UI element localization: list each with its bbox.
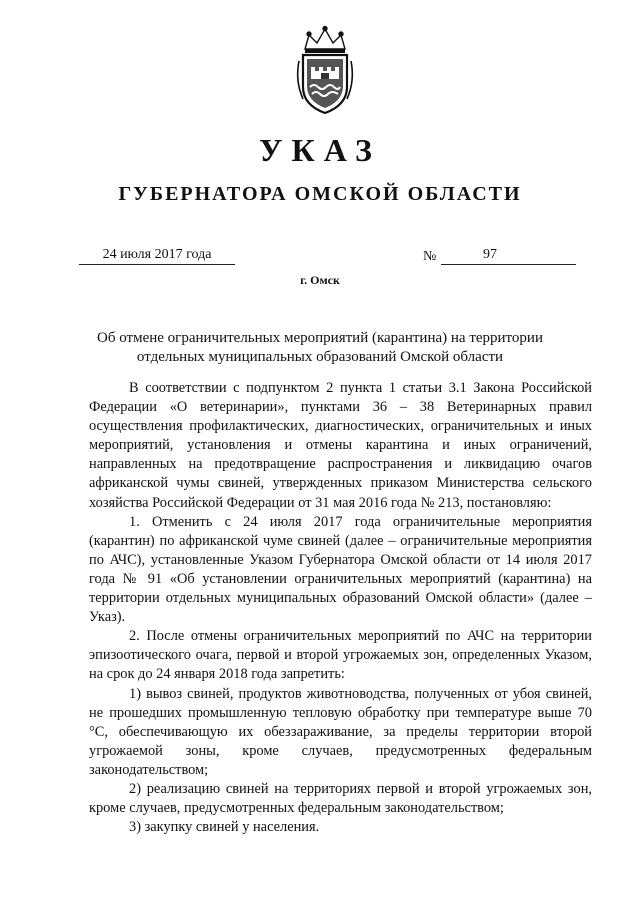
paragraph-subitem-1: 1) вывоз свиней, продуктов животноводства, полученных от убоя свиней, не прошедших промышленную тепловую обработку при температуре выше 70 °С, обеспечивающую их обеззараживание, за пределы территории второй угрожаемой зоны, кроме случаев, предусмотренных федеральным законодательством; [89, 685, 592, 778]
heading-line: Об отмене ограничительных мероприятий (карантина) на территории [97, 330, 543, 346]
coat-of-arms-icon [293, 25, 357, 115]
number-prefix: № [423, 249, 437, 264]
document-body [89, 379, 592, 837]
paragraph-subitem-3: 3) закупку свиней у населения. [129, 819, 320, 836]
paragraph-preamble: В соответствии с подпунктом 2 пункта 1 статьи 3.1 Закона Российской Федерации «О ветеринарии», пунктами 36 – 38 Ветеринарных правил осуществления профилактических, диагностических, ограничительных и иных мероприятий, установления и отмены карантина и иных ограничений, направленных на предотвращение распространения и ликвидацию очагов африканской чумы свиней, утвержденных приказом Министерства сельского хозяйства Российской Федерации от 31 мая 2016 года № 213, постановляю: [89, 380, 592, 511]
document-title: УКАЗ [259, 132, 381, 168]
document-subtitle: ГУБЕРНАТОРА ОМСКОЙ ОБЛАСТИ [118, 183, 522, 205]
document-city: г. Омск [300, 273, 340, 287]
heading-line: отдельных муниципальных образований Омской области [136, 349, 504, 365]
paragraph-item-2: 2. После отмены ограничительных мероприятий по АЧС на территории эпизоотического очага, первой и второй угрожаемых зон, определенных Указом, на срок до 24 января 2018 года запретить: [89, 628, 592, 683]
document-date: 24 июля 2017 года [79, 247, 235, 265]
document-number-field [441, 247, 576, 265]
document-heading [90, 329, 550, 367]
paragraph-subitem-2: 2) реализацию свиней на территориях первой и второй угрожаемых зон, кроме случаев, предусмотренных федеральным законодательством; [89, 780, 592, 817]
paragraph-item-1: 1. Отменить с 24 июля 2017 года ограничительные мероприятия (карантин) по африканской чуме свиней (далее – ограничительные мероприятия по АЧС), установленные Указом Губернатора Омской области от 14 июля 2017 года № 91 «Об установлении ограничительных мероприятий (карантина) на территории отдельных муниципальных образований Омской области» (далее – Указ). [89, 513, 592, 626]
document-number: 97 [483, 247, 497, 262]
